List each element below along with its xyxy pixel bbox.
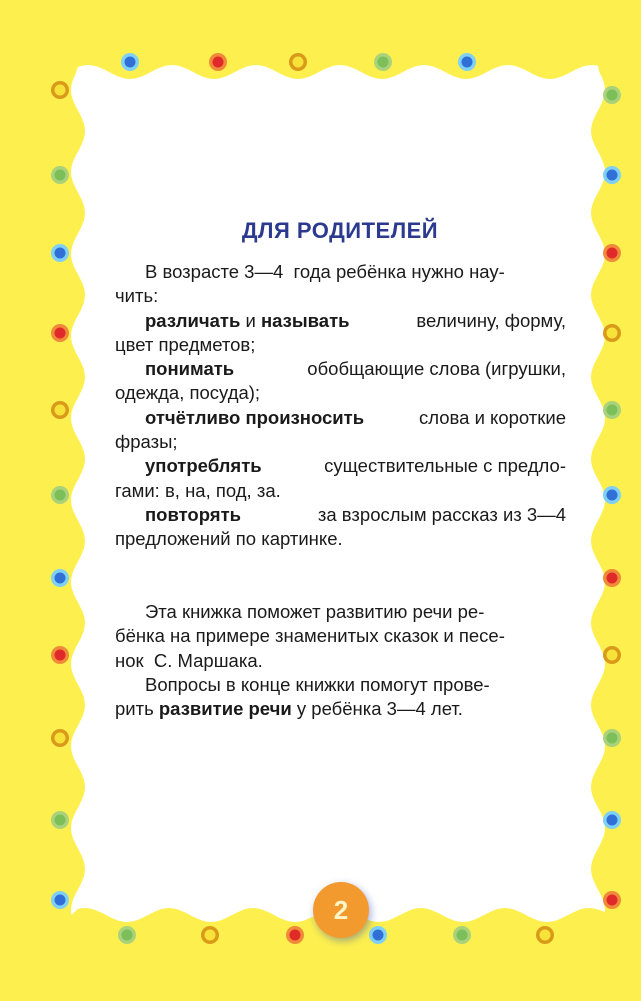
dot-yellow bbox=[55, 405, 66, 416]
text-line: различать и называть величину, форму, bbox=[145, 309, 566, 331]
text-line: гами: в, на, под, за. bbox=[115, 479, 281, 501]
dot-yellow bbox=[55, 733, 66, 744]
dot-green bbox=[457, 930, 468, 941]
text-line: нок С. Маршака. bbox=[115, 649, 263, 671]
dot-green bbox=[607, 405, 618, 416]
text-line: понимать обобщающие слова (игрушки, bbox=[145, 358, 566, 380]
dot-blue bbox=[462, 57, 473, 68]
text-line: чить: bbox=[115, 285, 159, 307]
text-line: предложений по картинке. bbox=[115, 528, 343, 550]
book-description bbox=[115, 600, 566, 721]
dot-yellow bbox=[293, 57, 304, 68]
dot-red bbox=[55, 328, 66, 339]
dot-yellow bbox=[540, 930, 551, 941]
dot-yellow bbox=[607, 650, 618, 661]
dot-green bbox=[607, 90, 618, 101]
dot-red bbox=[55, 650, 66, 661]
dot-green bbox=[55, 170, 66, 181]
dot-blue bbox=[373, 930, 384, 941]
dot-green bbox=[607, 733, 618, 744]
text-line: Эта книжка поможет развитию речи ре- bbox=[145, 601, 485, 622]
dot-blue bbox=[125, 57, 136, 68]
text-line: одежда, посуда); bbox=[115, 382, 261, 404]
page-title: ДЛЯ РОДИТЕЛЕЙ bbox=[241, 218, 439, 243]
dot-yellow bbox=[607, 328, 618, 339]
text-line: бёнка на примере знаменитых сказок и песе- bbox=[115, 625, 505, 647]
dot-green bbox=[378, 57, 389, 68]
dot-blue bbox=[607, 490, 618, 501]
dot-red bbox=[607, 573, 618, 584]
dot-red bbox=[213, 57, 224, 68]
text-line: цвет предметов; bbox=[115, 333, 256, 355]
dot-blue bbox=[607, 170, 618, 181]
dot-green bbox=[55, 815, 66, 826]
dot-green bbox=[55, 490, 66, 501]
dot-yellow bbox=[55, 85, 66, 96]
dot-blue bbox=[55, 248, 66, 259]
dot-red bbox=[607, 248, 618, 259]
dot-blue bbox=[55, 573, 66, 584]
dot-blue bbox=[607, 815, 618, 826]
skills-list bbox=[115, 260, 566, 552]
text-line: употреблять существительные с предло- bbox=[145, 455, 566, 477]
dot-green bbox=[122, 930, 133, 941]
text-line: Вопросы в конце книжки помогут прове- bbox=[145, 673, 490, 695]
dot-red bbox=[290, 930, 301, 941]
text-line: отчётливо произносить слова и короткие bbox=[145, 406, 566, 428]
dot-red bbox=[607, 895, 618, 906]
text-line: рить развитие речи у ребёнка 3—4 лет. bbox=[115, 698, 463, 720]
page-number-badge: 2 bbox=[313, 882, 369, 938]
text-line: фразы; bbox=[115, 431, 178, 453]
dot-blue bbox=[55, 895, 66, 906]
dot-yellow bbox=[205, 930, 216, 941]
text-line: В возрасте 3—4 года ребёнка нужно нау- bbox=[145, 261, 505, 282]
text-line: повторять за взрослым рассказ из 3—4 bbox=[145, 503, 566, 525]
